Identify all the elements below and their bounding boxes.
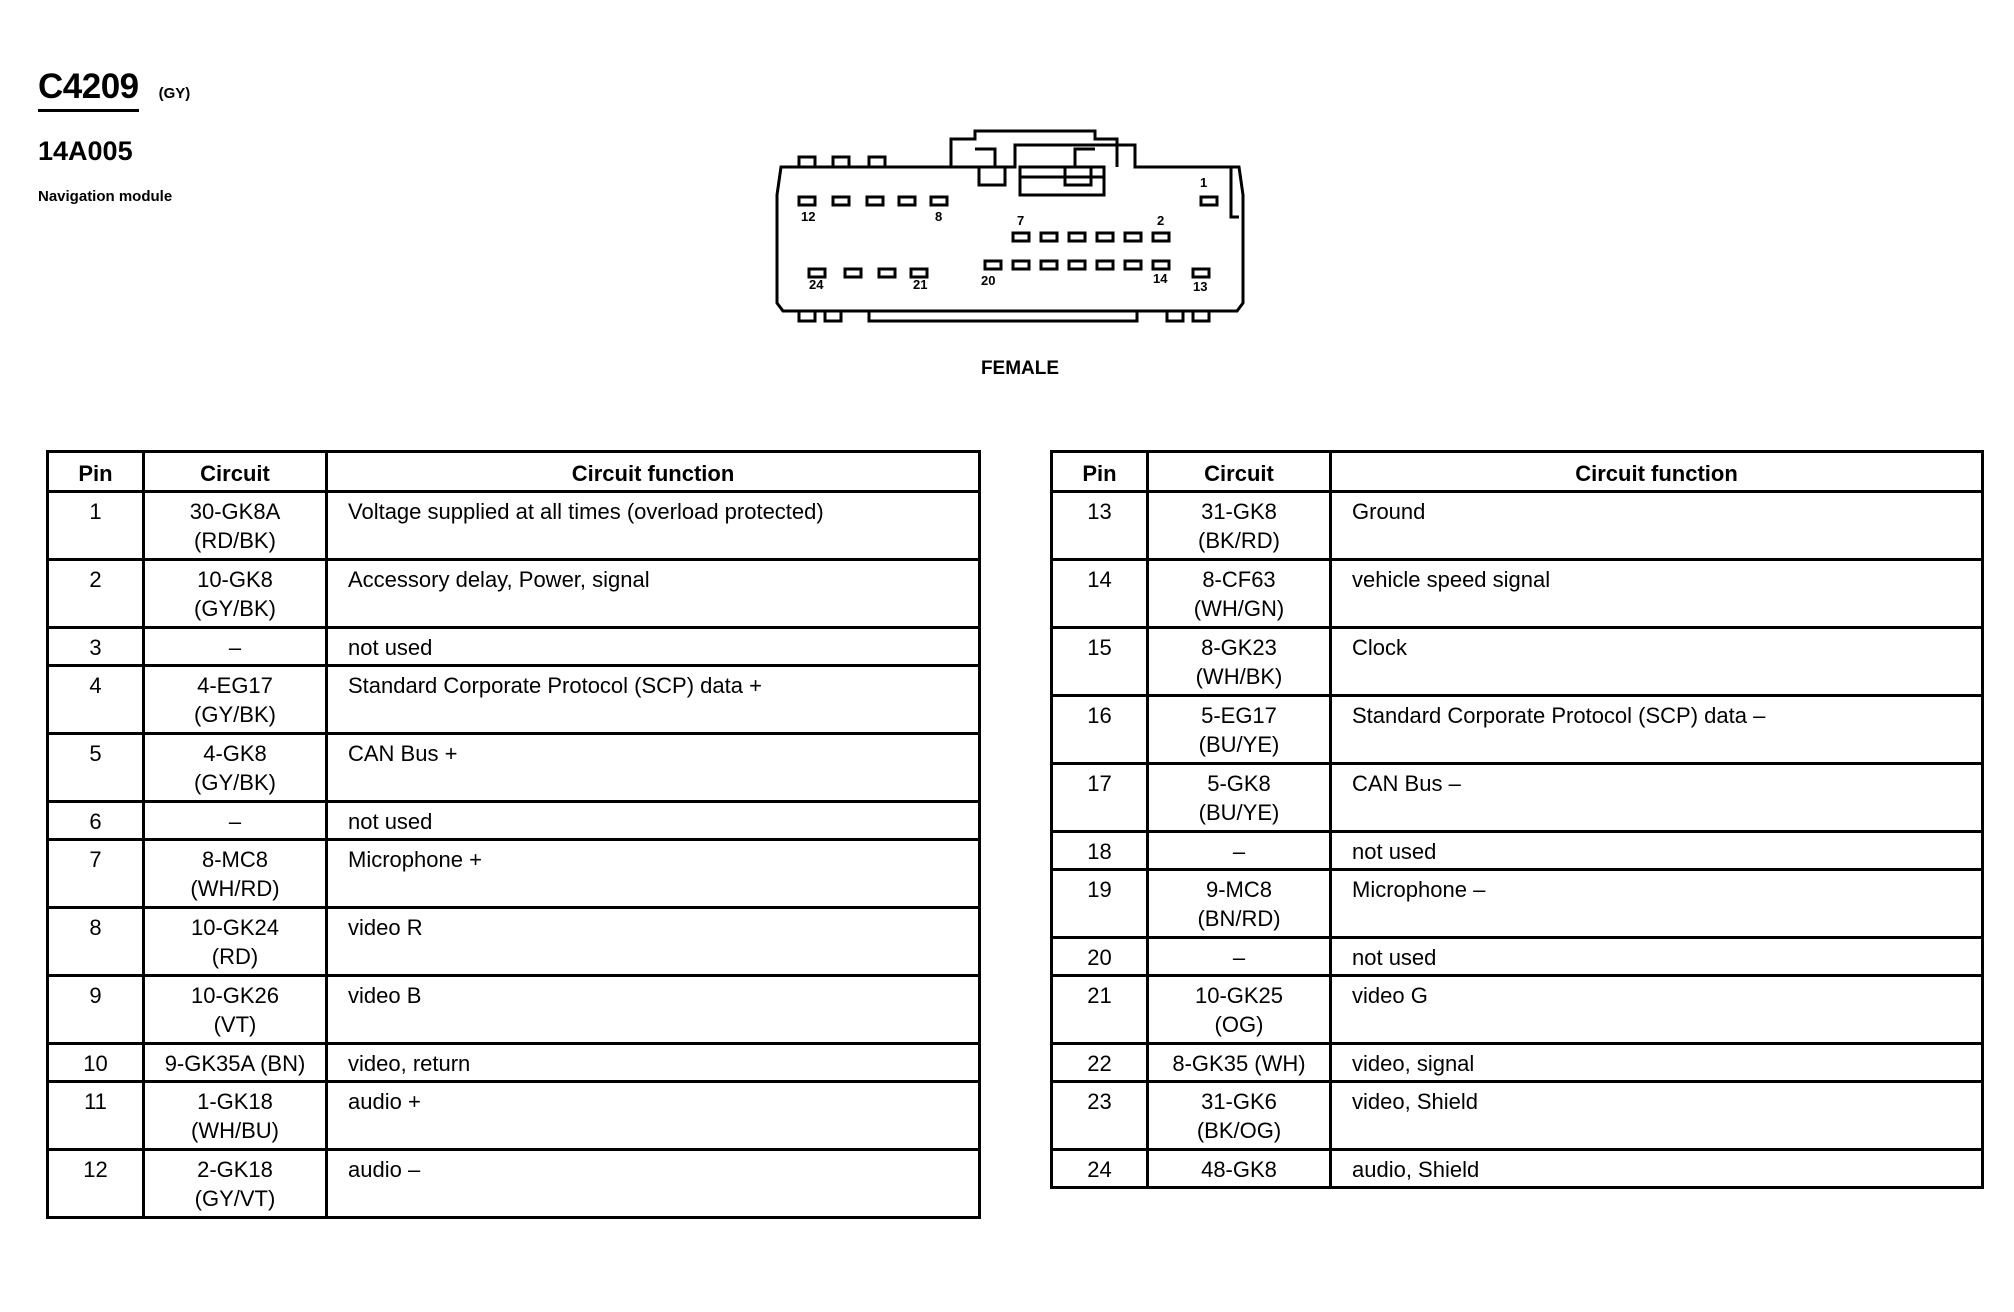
pin-cavity (1153, 261, 1169, 269)
pin-label-14: 14 (1153, 271, 1168, 286)
pin-cell-text: 19 (1087, 877, 1112, 902)
pin-cavity (899, 197, 915, 205)
pin-cell-text: 10 (83, 1051, 108, 1076)
circuit-cell (144, 908, 327, 976)
pin-cell (1052, 1150, 1148, 1188)
pin-cavity (879, 269, 895, 277)
pin-cell (1052, 1082, 1148, 1150)
pin-cavity (799, 197, 815, 205)
circuit-cell (144, 840, 327, 908)
circuit-cell-text: 9-MC8 (BN/RD) (1197, 877, 1281, 931)
function-cell-text: video G (1352, 983, 1428, 1008)
pin-label-7: 7 (1017, 213, 1025, 228)
circuit-cell (144, 1044, 327, 1082)
pin-cell-text: 11 (84, 1089, 107, 1114)
circuit-cell-text: 30-GK8A (RD/BK) (189, 499, 281, 553)
pin-cavity (1069, 261, 1085, 269)
view-label: FEMALE (980, 358, 1060, 379)
pin-cavity (1193, 269, 1209, 277)
pin-cell (1052, 938, 1148, 976)
function-cell-text: Microphone + (348, 847, 482, 872)
pin-cell (48, 1082, 144, 1150)
table-row (1052, 560, 1983, 628)
table-row (48, 908, 980, 976)
pin-label-21: 21 (913, 277, 928, 292)
pin-cell-text: 3 (89, 635, 102, 660)
circuit-cell (144, 1082, 327, 1150)
circuit-cell-text: 8-MC8 (WH/RD) (190, 847, 280, 901)
circuit-cell-text: 10-GK25 (OG) (1194, 983, 1284, 1037)
function-cell-text: Voltage supplied at all times (overload protected) (348, 499, 824, 524)
pin-cavity (833, 197, 849, 205)
pin-cell (48, 1150, 144, 1218)
circuit-cell (1148, 1082, 1331, 1150)
function-cell (1331, 628, 1983, 696)
pin-cavity (1069, 233, 1085, 241)
circuit-cell (1148, 1044, 1331, 1082)
pin-cell (1052, 832, 1148, 870)
pin-cavity (1097, 233, 1113, 241)
circuit-cell (1148, 696, 1331, 764)
function-cell (1331, 870, 1983, 938)
pin-cell-text: 22 (1087, 1051, 1112, 1076)
function-cell-text: audio, Shield (1352, 1157, 1480, 1182)
pin-cell-text: 15 (1087, 635, 1112, 660)
circuit-cell (1148, 764, 1331, 832)
function-cell-text: CAN Bus – (1352, 771, 1461, 796)
table-row (48, 802, 980, 840)
pin-cell (1052, 1044, 1148, 1082)
table-body (48, 492, 980, 1218)
pin-cavity (1013, 233, 1029, 241)
pin-cell (1052, 628, 1148, 696)
header-circuit: Circuit (1148, 452, 1331, 492)
bottom-tab (1167, 311, 1183, 321)
table-row (1052, 492, 1983, 560)
function-cell-text: audio + (348, 1089, 421, 1114)
pin-cell (48, 734, 144, 802)
pin-label-8: 8 (935, 209, 943, 224)
pin-cavity (845, 269, 861, 277)
function-cell-text: not used (348, 635, 433, 660)
function-cell (327, 666, 980, 734)
pin-cell (48, 628, 144, 666)
circuit-cell (1148, 628, 1331, 696)
latch-tab (833, 157, 849, 167)
function-cell (327, 492, 980, 560)
pin-cell-text: 24 (1087, 1157, 1112, 1182)
table-header-row (48, 452, 980, 492)
table-row (48, 1150, 980, 1218)
function-cell-text: video, signal (1352, 1051, 1475, 1076)
circuit-cell-text: 48-GK8 (1201, 1157, 1277, 1182)
circuit-cell-text: 31-GK6 (BK/OG) (1196, 1089, 1282, 1143)
pin-label-20: 20 (981, 273, 996, 288)
connector-diagram (765, 125, 1255, 330)
pin-cell-text: 8 (89, 915, 102, 940)
connector-color: (GY) (158, 85, 191, 102)
circuit-cell-text: 1-GK18 (WH/BU) (191, 1089, 279, 1143)
pin-cell-text: 13 (1087, 499, 1112, 524)
pin-cell-text: 23 (1087, 1089, 1112, 1114)
function-cell-text: CAN Bus + (348, 741, 458, 766)
table-row (48, 1044, 980, 1082)
pin-cell-text: 6 (89, 809, 102, 834)
table-row (1052, 1150, 1983, 1188)
function-cell-text: not used (348, 809, 433, 834)
function-cell-text: vehicle speed signal (1352, 567, 1551, 592)
pin-cell (1052, 492, 1148, 560)
pin-cavity (1125, 261, 1141, 269)
table-row (1052, 1044, 1983, 1082)
bottom-tab (869, 311, 1137, 321)
table-row (48, 976, 980, 1044)
function-cell-text: audio – (348, 1157, 421, 1182)
pin-label-13: 13 (1193, 279, 1208, 294)
function-cell (1331, 560, 1983, 628)
function-cell (327, 628, 980, 666)
function-cell-text: Standard Corporate Protocol (SCP) data – (1352, 703, 1766, 728)
function-cell (1331, 976, 1983, 1044)
pin-cell (1052, 764, 1148, 832)
function-cell-text: Standard Corporate Protocol (SCP) data + (348, 673, 762, 698)
pin-cavity (809, 269, 825, 277)
table-row (48, 840, 980, 908)
pin-table-right (1050, 450, 1984, 1189)
function-cell (327, 802, 980, 840)
pin-cell (48, 802, 144, 840)
pin-cell-text: 4 (89, 673, 102, 698)
function-cell (1331, 938, 1983, 976)
function-cell-text: video R (348, 915, 423, 940)
circuit-cell-text: – (1232, 839, 1246, 864)
pin-cavity (985, 261, 1001, 269)
function-cell (1331, 1150, 1983, 1188)
pin-cavity (1041, 261, 1057, 269)
table-row (48, 734, 980, 802)
pin-cell-text: 17 (1087, 771, 1112, 796)
pin-cell (48, 492, 144, 560)
table-row (1052, 764, 1983, 832)
circuit-cell (1148, 560, 1331, 628)
header-pin: Pin (1052, 452, 1148, 492)
table-row (48, 560, 980, 628)
connector-body-outline (777, 145, 1243, 311)
table-row (1052, 1082, 1983, 1150)
function-cell (327, 908, 980, 976)
function-cell (327, 1150, 980, 1218)
function-cell (327, 976, 980, 1044)
circuit-cell-text: 31-GK8 (BK/RD) (1198, 499, 1280, 553)
table-row (48, 492, 980, 560)
circuit-cell (144, 976, 327, 1044)
circuit-cell (1148, 1150, 1331, 1188)
table-row (1052, 628, 1983, 696)
circuit-cell (144, 628, 327, 666)
header-circuit: Circuit (144, 452, 327, 492)
circuit-cell (1148, 938, 1331, 976)
function-cell (1331, 1044, 1983, 1082)
pin-cell-text: 21 (1087, 983, 1112, 1008)
pin-cell-text: 7 (89, 847, 102, 872)
circuit-cell-text: 4-GK8 (GY/BK) (194, 741, 276, 795)
pin-cell (1052, 870, 1148, 938)
circuit-cell (1148, 492, 1331, 560)
function-cell-text: video, return (348, 1051, 471, 1076)
circuit-cell-text: 8-GK35 (WH) (1172, 1051, 1306, 1076)
table-row (1052, 870, 1983, 938)
circuit-cell-text: 5-EG17 (BU/YE) (1198, 703, 1280, 757)
function-cell (1331, 492, 1983, 560)
circuit-cell (1148, 832, 1331, 870)
pin-label-2: 2 (1157, 213, 1165, 228)
circuit-cell-text: 8-CF63 (WH/GN) (1193, 567, 1285, 621)
function-cell (1331, 1082, 1983, 1150)
header-function: Circuit function (327, 452, 980, 492)
function-cell-text: Microphone – (1352, 877, 1486, 902)
pin-cavity (1153, 233, 1169, 241)
pin-cell (1052, 696, 1148, 764)
table-row (1052, 938, 1983, 976)
pin-cell (1052, 560, 1148, 628)
pin-cell-text: 18 (1087, 839, 1112, 864)
pin-cell (48, 908, 144, 976)
header-pin: Pin (48, 452, 144, 492)
function-cell (327, 560, 980, 628)
connector-header (38, 68, 190, 112)
function-cell-text: Ground (1352, 499, 1426, 524)
table-row (1052, 976, 1983, 1044)
pin-cavity (1041, 233, 1057, 241)
circuit-cell-text: 5-GK8 (BU/YE) (1198, 771, 1280, 825)
circuit-cell (144, 1150, 327, 1218)
pin-cell-text: 12 (83, 1157, 108, 1182)
pin-cavity (867, 197, 883, 205)
circuit-cell (1148, 976, 1331, 1044)
pin-label-12: 12 (801, 209, 816, 224)
bottom-tab (799, 311, 815, 321)
latch-tab (869, 157, 885, 167)
circuit-cell-text: 10-GK26 (VT) (190, 983, 280, 1037)
function-cell (327, 734, 980, 802)
table-body (1052, 492, 1983, 1188)
pin-label-24: 24 (809, 277, 824, 292)
circuit-cell-text: 4-EG17 (GY/BK) (194, 673, 276, 727)
pin-cell (48, 1044, 144, 1082)
pin-cavity (1097, 261, 1113, 269)
bottom-tab (1193, 311, 1209, 321)
pin-cavity (1125, 233, 1141, 241)
bottom-tab (825, 311, 841, 321)
pin-cell (48, 666, 144, 734)
pin-cell-text: 20 (1087, 945, 1112, 970)
pin-cavity (1013, 261, 1029, 269)
table-row (48, 628, 980, 666)
function-cell (1331, 832, 1983, 870)
function-cell-text: video B (348, 983, 422, 1008)
circuit-cell-text: 10-GK8 (GY/BK) (194, 567, 276, 621)
pin-cell (1052, 976, 1148, 1044)
table-header-row (1052, 452, 1983, 492)
function-cell-text: Clock (1352, 635, 1408, 660)
module-name: Navigation module (38, 188, 173, 205)
circuit-cell-text: – (228, 809, 242, 834)
circuit-cell-text: 8-GK23 (WH/BK) (1195, 635, 1283, 689)
side-rib (1231, 167, 1239, 217)
pin-cavity (911, 269, 927, 277)
function-cell-text: video, Shield (1352, 1089, 1478, 1114)
function-cell (327, 840, 980, 908)
circuit-cell (144, 802, 327, 840)
table-row (48, 666, 980, 734)
function-cell-text: Accessory delay, Power, signal (348, 567, 650, 592)
pin-cell-text: 1 (89, 499, 102, 524)
header-function: Circuit function (1331, 452, 1983, 492)
function-cell (1331, 764, 1983, 832)
pin-cell-text: 2 (89, 567, 102, 592)
circuit-cell-text: 10-GK24 (RD) (190, 915, 280, 969)
pin-cavity (1201, 197, 1217, 205)
pin-table-left (46, 450, 981, 1219)
pin-cavity (931, 197, 947, 205)
function-cell-text: not used (1352, 945, 1437, 970)
circuit-cell (144, 734, 327, 802)
function-cell (327, 1044, 980, 1082)
circuit-cell (144, 560, 327, 628)
circuit-cell (1148, 870, 1331, 938)
pin-label-1: 1 (1200, 175, 1208, 190)
circuit-cell-text: 9-GK35A (BN) (164, 1051, 306, 1076)
pin-cell-text: 9 (89, 983, 102, 1008)
pin-cell (48, 840, 144, 908)
pin-cell-text: 16 (1087, 703, 1112, 728)
table-row (1052, 832, 1983, 870)
function-cell-text: not used (1352, 839, 1437, 864)
pin-cell-text: 5 (89, 741, 102, 766)
latch-tab (799, 157, 815, 167)
pin-cell-text: 14 (1087, 567, 1112, 592)
function-cell (1331, 696, 1983, 764)
part-number: 14A005 (38, 136, 133, 166)
circuit-cell (144, 492, 327, 560)
circuit-cell-text: – (228, 635, 242, 660)
circuit-cell-text: – (1232, 945, 1246, 970)
pin-cell (48, 976, 144, 1044)
pin-cell (48, 560, 144, 628)
table-row (48, 1082, 980, 1150)
connector-id: C4209 (38, 68, 139, 112)
circuit-cell-text: 2-GK18 (GY/VT) (194, 1157, 276, 1211)
table-row (1052, 696, 1983, 764)
circuit-cell (144, 666, 327, 734)
function-cell (327, 1082, 980, 1150)
